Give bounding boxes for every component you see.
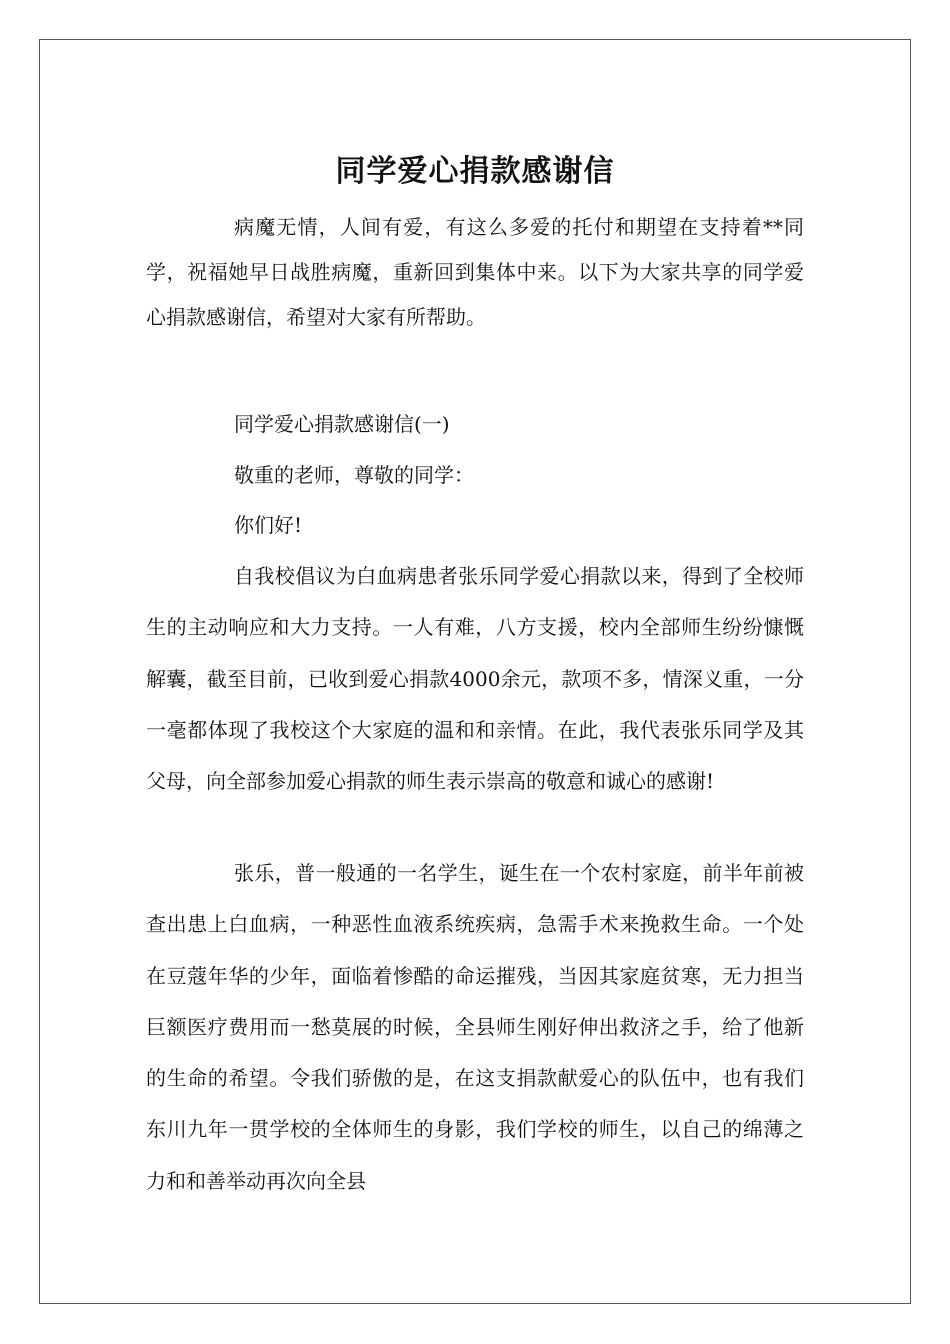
salutation: 敬重的老师，尊敬的同学：	[234, 463, 474, 487]
intro-paragraph: 病魔无情，人间有爱，有这么多爱的托付和期望在支持着**同学，祝福她早日战胜病魔，重新回到集体中来。以下为大家共享的同学爱心捐款感谢信，希望对大家有所帮助。	[146, 215, 804, 329]
body-paragraph-1: 自我校倡议为白血病患者张乐同学爱心捐款以来，得到了全校师生的主动响应和大力支持。一人有难，八方支援，校内全部师生纷纷慷慨解囊，截至目前，已收到爱心捐款4000余元，款项不多，情深义重，一分一毫都体现了我校这个大家庭的温和和亲情。在此，我代表张乐同学及其父母，向全部参加爱心捐款的师生表示崇高的敬意和诚心的感谢!	[146, 564, 804, 794]
body-paragraph-2: 张乐，普一般通的一名学生，诞生在一个农村家庭，前半年前被查出患上白血病，一种恶性血液系统疾病，急需手术来挽救生命。一个处在豆蔻年华的少年，面临着惨酷的命运摧残，当因其家庭贫寒，无力担当巨额医疗费用而一愁莫展的时候，全县师生刚好伸出救济之手，给了他新的生命的希望。令我们骄傲的是，在这支捐款献爱心的队伍中，也有我们东川九年一贯学校的全体师生的身影，我们学校的师生，以自己的绵薄之力和和善举动再次向全县	[146, 861, 804, 1193]
document-title: 同学爱心捐款感谢信	[335, 154, 615, 190]
letter-title: 同学爱心捐款感谢信(一)	[234, 412, 450, 436]
greeting: 你们好!	[234, 513, 303, 537]
